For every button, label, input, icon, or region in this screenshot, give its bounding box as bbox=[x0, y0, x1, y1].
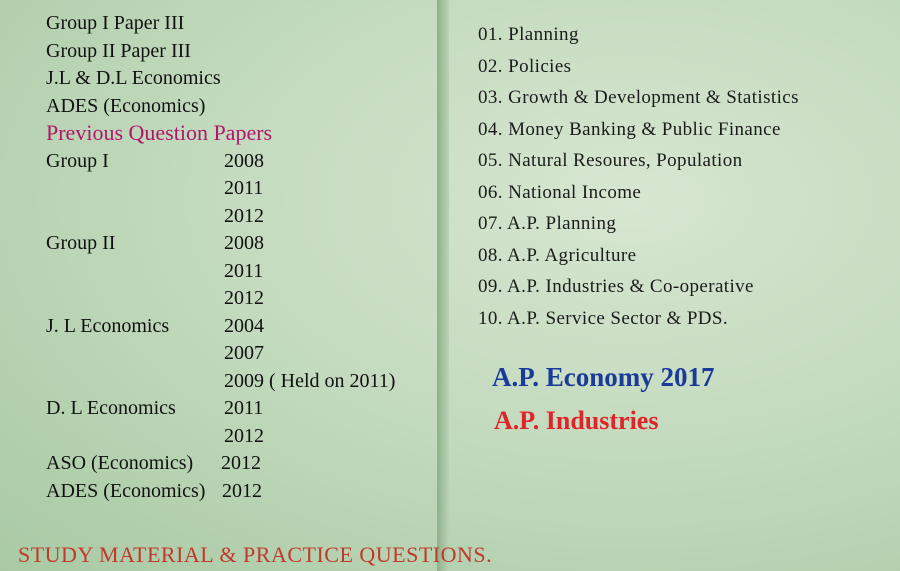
link-group2-paper3[interactable]: Group II Paper III bbox=[46, 40, 191, 62]
ap-economy-2017-link[interactable]: A.P. Economy 2017 bbox=[492, 362, 715, 392]
year-link[interactable]: 2007 bbox=[224, 342, 264, 364]
topic-item[interactable]: 09. A.P. Industries & Co-operative bbox=[478, 276, 754, 297]
year-link[interactable]: 2012 bbox=[224, 425, 264, 447]
year-link[interactable]: 2012 bbox=[222, 480, 262, 502]
topic-item[interactable]: 07. A.P. Planning bbox=[478, 213, 617, 234]
link-group1-paper3[interactable]: Group I Paper III bbox=[46, 12, 185, 34]
year-link[interactable]: 2011 bbox=[224, 177, 264, 199]
topic-item[interactable]: 01. Planning bbox=[478, 24, 579, 45]
year-link[interactable]: 2009 ( Held on 2011) bbox=[224, 370, 396, 392]
study-material-footer[interactable]: STUDY MATERIAL & PRACTICE QUESTIONS. bbox=[18, 542, 493, 567]
topic-item[interactable]: 03. Growth & Development & Statistics bbox=[478, 87, 799, 108]
year-link[interactable]: 2004 bbox=[224, 315, 264, 337]
year-link[interactable]: 2008 bbox=[224, 232, 264, 254]
column-divider bbox=[437, 0, 449, 571]
year-link[interactable]: 2012 bbox=[224, 287, 264, 309]
year-link[interactable]: 2011 bbox=[224, 397, 264, 419]
paper-name-group1: Group I bbox=[46, 150, 109, 172]
link-ades-economics[interactable]: ADES (Economics) bbox=[46, 95, 206, 117]
topic-item[interactable]: 08. A.P. Agriculture bbox=[478, 245, 637, 266]
year-link[interactable]: 2012 bbox=[221, 452, 261, 474]
paper-name-jl-economics: J. L Economics bbox=[46, 315, 170, 337]
year-link[interactable]: 2008 bbox=[224, 150, 264, 172]
paper-name-dl-economics: D. L Economics bbox=[46, 397, 176, 419]
year-link[interactable]: 2011 bbox=[224, 260, 264, 282]
previous-papers-heading: Previous Question Papers bbox=[46, 120, 273, 145]
topic-item[interactable]: 06. National Income bbox=[478, 182, 642, 203]
paper-name-aso-economics: ASO (Economics) bbox=[46, 452, 194, 474]
ap-industries-link[interactable]: A.P. Industries bbox=[494, 406, 659, 435]
topic-item[interactable]: 02. Policies bbox=[478, 56, 572, 77]
topic-item[interactable]: 10. A.P. Service Sector & PDS. bbox=[478, 308, 729, 329]
year-link[interactable]: 2012 bbox=[224, 205, 264, 227]
link-jl-dl-economics[interactable]: J.L & D.L Economics bbox=[46, 67, 221, 89]
paper-name-group2: Group II bbox=[46, 232, 116, 254]
topic-item[interactable]: 05. Natural Resoures, Population bbox=[478, 150, 743, 171]
topic-item[interactable]: 04. Money Banking & Public Finance bbox=[478, 119, 781, 140]
paper-name-ades-economics: ADES (Economics) bbox=[46, 480, 206, 502]
